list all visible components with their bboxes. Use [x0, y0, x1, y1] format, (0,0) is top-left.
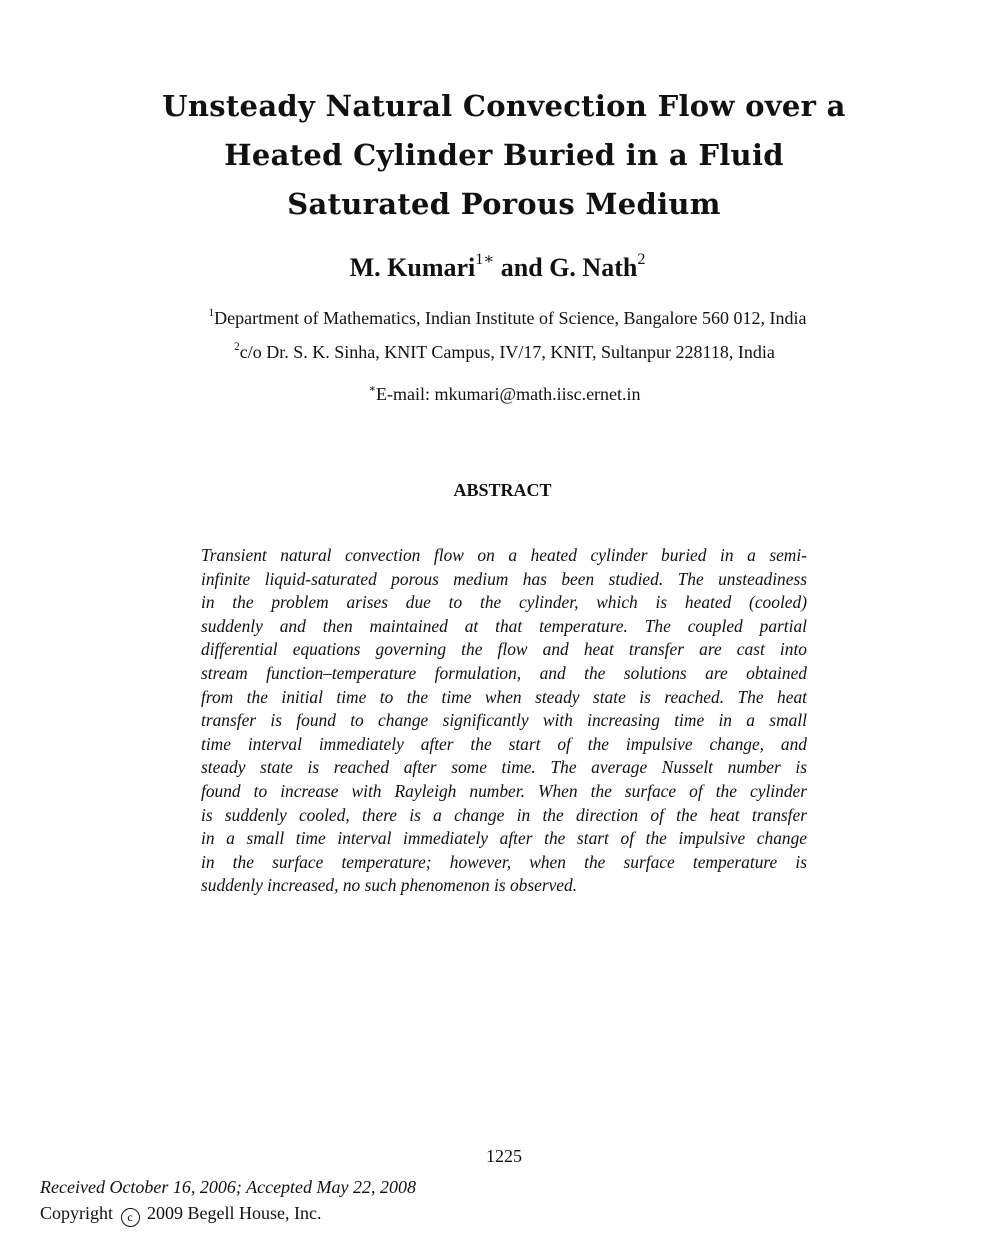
abstract-line: is suddenly cooled, there is a change in the direction of the heat transfer [201, 804, 807, 825]
abstract-line: found to increase with Rayleigh number. When the surface of the cylinder [201, 780, 807, 801]
author-name: G. Nath [549, 253, 638, 282]
copyright-line [40, 1201, 321, 1227]
title-line: Heated Cylinder Buried in a Fluid [224, 138, 784, 172]
abstract-line: steady state is reached after some time. The average Nusselt number is [201, 757, 807, 778]
paper-title [100, 82, 908, 229]
email-text: E-mail: mkumari@math.iisc.ernet.in [376, 384, 641, 404]
author-connector: and [494, 253, 550, 282]
abstract-line: suddenly and then maintained at that temperature. The coupled partial [201, 615, 807, 636]
abstract-line: time interval immediately after the start of the impulsive change, and [201, 733, 807, 754]
author-name: M. Kumari [349, 253, 476, 282]
abstract-heading: ABSTRACT [453, 480, 552, 500]
copyright-holder: 2009 Begell House, Inc. [147, 1203, 322, 1223]
abstract-line: stream function–temperature formulation, and the solutions are obtained [201, 662, 807, 683]
abstract-line: infinite liquid-saturated porous medium has been studied. The unsteadiness [201, 568, 807, 589]
affiliation-mark: 2 [637, 250, 646, 268]
affiliation-text: Department of Mathematics, Indian Institute of Science, Bangalore 560 012, India [214, 308, 807, 328]
copyright-prefix: Copyright [40, 1203, 114, 1223]
author-list [0, 250, 995, 290]
affiliation-mark: 2 [234, 340, 240, 353]
abstract-line: differential equations governing the flow and heat transfer are cast into [201, 639, 807, 660]
affiliation-mark: 1∗ [475, 250, 495, 268]
abstract-line: in the problem arises due to the cylinder, which is heated (cooled) [201, 592, 807, 613]
abstract-line: in the surface temperature; however, when the surface temperature is [201, 851, 807, 872]
corresponding-email [7, 382, 995, 409]
page-number: 1225 [486, 1146, 522, 1166]
affiliation-mark: 1 [208, 306, 215, 319]
copyright-icon: c [121, 1208, 140, 1227]
asterisk-mark: ∗ [368, 382, 377, 395]
affiliation-text: c/o Dr. S. K. Sinha, KNIT Campus, IV/17, KNIT, Sultanpur 228118, India [239, 342, 775, 362]
affiliation [7, 340, 995, 367]
abstract-body [201, 544, 807, 898]
abstract-line: Transient natural convection flow on a heated cylinder buried in a semi- [201, 545, 807, 565]
title-line: Saturated Porous Medium [287, 187, 721, 221]
abstract-line: from the initial time to the time when steady state is reached. The heat [201, 686, 807, 707]
abstract-line: transfer is found to change significantly with increasing time in a small [201, 710, 807, 731]
title-line: Unsteady Natural Convection Flow over a [162, 89, 846, 123]
abstract-line: in a small time interval immediately after the start of the impulsive change [201, 828, 807, 849]
affiliation [10, 306, 995, 333]
received-dates: Received October 16, 2006; Accepted May 22, 2008 [40, 1177, 417, 1197]
abstract-line: suddenly increased, no such phenomenon is observed. [201, 875, 578, 896]
